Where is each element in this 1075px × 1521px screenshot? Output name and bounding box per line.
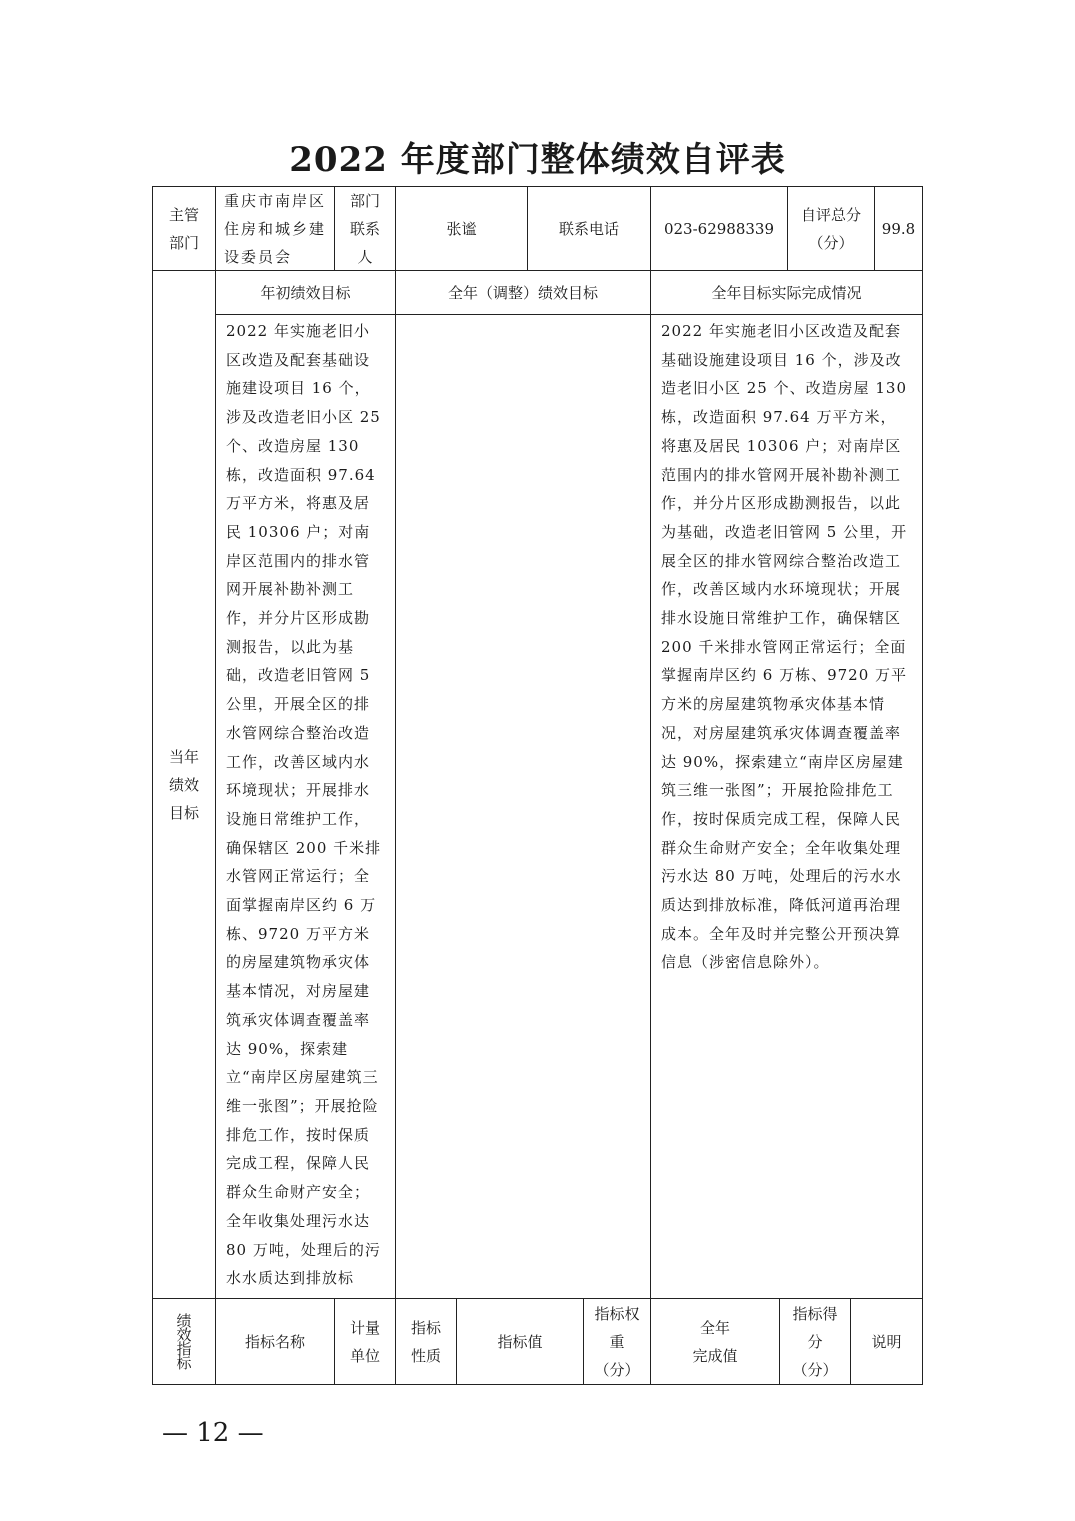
indicator-name-header-text: 指标名称 <box>244 1332 305 1351</box>
nature-header <box>395 1298 457 1385</box>
value-header-text: 指标值 <box>497 1332 543 1351</box>
col-initial-goal-text: 年初绩效目标 <box>260 283 351 302</box>
score-value <box>874 186 923 271</box>
completed-header <box>650 1298 780 1385</box>
contact-value-text: 张谧 <box>446 219 477 238</box>
completed-header-text: 全年 完成值 <box>692 1318 738 1365</box>
col-adjusted-goal <box>395 270 651 315</box>
score-header-text: 指标得 分 （分） <box>792 1304 838 1379</box>
col-actual-completion-text: 全年目标实际完成情况 <box>711 283 862 302</box>
weight-header-text: 指标权 重 （分） <box>594 1304 640 1379</box>
phone-label-text: 联系电话 <box>558 219 619 238</box>
phone-label <box>527 186 651 271</box>
page-number: — 12 — <box>162 1418 264 1448</box>
goals-section-label <box>152 270 216 1299</box>
dept-label-text: 主管 部门 <box>168 205 199 252</box>
score-header <box>779 1298 851 1385</box>
actual-completion-text <box>650 314 923 1299</box>
value-header <box>456 1298 584 1385</box>
indicators-section-label <box>152 1298 216 1385</box>
indicators-section-label-text: 绩 效 指 标 <box>176 1311 192 1372</box>
contact-label-text: 部门 联系 人 <box>349 191 380 266</box>
dept-value-text: 重庆市南岸区住房和城乡建设委员会 <box>224 191 327 266</box>
contact-value <box>395 186 528 271</box>
unit-header <box>334 1298 396 1385</box>
col-adjusted-goal-text: 全年（调整）绩效目标 <box>447 283 598 302</box>
initial-goal-text <box>215 314 396 1299</box>
goals-section-label-text: 当年 绩效 目标 <box>168 747 199 822</box>
unit-header-text: 计量 单位 <box>349 1318 380 1365</box>
note-header-text: 说明 <box>871 1332 902 1351</box>
nature-header-text: 指标 性质 <box>410 1318 441 1365</box>
weight-header <box>583 1298 651 1385</box>
actual-completion-text-text: 2022 年实施老旧小区改造及配套基础设施建设项目 16 个，涉及改造老旧小区 25 个、改造房屋 130 栋，改造面积 97.64 万平方米，将惠及居民 10306 户；对南岸区范围内的排水管网开展补勘补测工作，并分片区形成勘测报告，以此为基础，改造老旧管网 5 公里，开展全区的排水管网综合整治改造工作，改善区域内水环境现状；开展排水设施日常维护工作，确保辖区 200 千米排水管网正常运行；全面掌握南岸区约 6 万栋、9720 万平方米的房屋建筑物承灾体基本情况，对房屋建筑承灾体调查覆盖率达 90%，探索建立“南岸区房屋建筑三维一张图”；开展抢险排危工作，按时保质完成工程，保障人民群众生命财产安全；全年收集处理污水达 80 万吨，处理后的污水水质达到排放标准，降低河道再治理成本。全年及时并完整公开预决算信息（涉密信息除外）。 <box>661 322 908 972</box>
initial-goal-text-text: 2022 年实施老旧小区改造及配套基础设施建设项目 16 个，涉及改造老旧小区 25 个、改造房屋 130 栋，改造面积 97.64 万平方米，将惠及居民 10306 户；对南岸区范围内的排水管网开展补勘补测工作，并分片区形成勘测报告，以此为基础，改造老旧管网 5 公里，开展全区的排水管网综合整治改造工作，改善区域内水环境现状；开展排水设施日常维护工作，确保辖区 200 千米排水管网正常运行；全面掌握南岸区约 6 万栋、9720 万平方米的房屋建筑物承灾体基本情况，对房屋建筑承灾体调查覆盖率达 90%，探索建立“南岸区房屋建筑三维一张图”；开展抢险排危工作，按时保质完成工程，保障人民群众生命财产安全；全年收集处理污水达 80 万吨，处理后的污水水质达到排放标 <box>226 322 382 1288</box>
contact-label <box>334 186 396 271</box>
note-header <box>850 1298 923 1385</box>
indicator-name-header <box>215 1298 335 1385</box>
score-label <box>787 186 875 271</box>
phone-value <box>650 186 788 271</box>
adjusted-goal-text <box>395 314 651 1299</box>
dept-label <box>152 186 216 271</box>
dept-value <box>215 186 335 271</box>
score-label-text: 自评总分 （分） <box>800 205 861 252</box>
score-value-text: 99.8 <box>881 219 916 238</box>
col-initial-goal <box>215 270 396 315</box>
col-actual-completion <box>650 270 923 315</box>
phone-value-text: 023-62988339 <box>663 219 775 238</box>
page-title: 2022 年度部门整体绩效自评表 <box>289 140 786 180</box>
